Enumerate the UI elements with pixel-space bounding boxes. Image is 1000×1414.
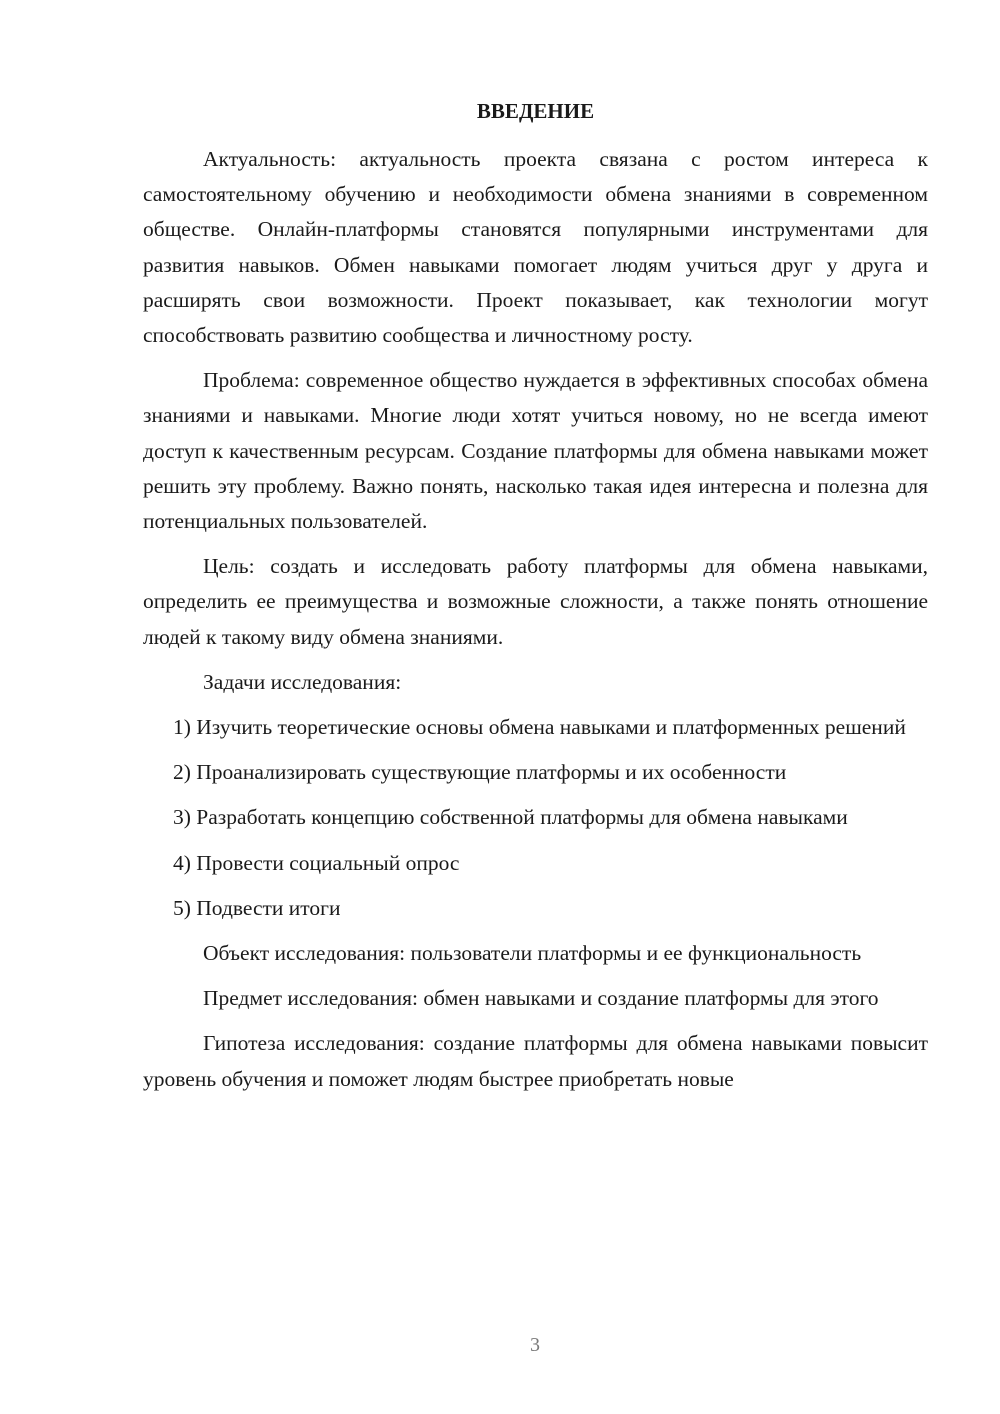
task-item-4: 4) Провести социальный опрос xyxy=(173,850,460,875)
paragraph-subject: Предмет исследования: обмен навыками и создание платформы для этого xyxy=(203,986,879,1011)
paragraph-relevance: Актуальность: актуальность проекта связана с ростом интереса к самостоятельному обучению и необходимости обмена знаниями в современном обществе. Онлайн-платформы становятся популярными инструментами для развития навыков. Обмен навыками помогает людям учиться друг у друга и расширять свои возможности. Проект показывает, как технологии могут способствовать развитию сообщества и личностному росту. xyxy=(143,147,928,348)
task-item-1: 1) Изучить теоретические основы обмена навыками и платформенных решений xyxy=(173,715,906,740)
paragraph-hypothesis: Гипотеза исследования: создание платформы для обмена навыками повысит уровень обучения и поможет людям быстрее приобретать новые xyxy=(143,1031,928,1091)
paragraph-goal: Цель: создать и исследовать работу платформы для обмена навыками, определить ее преимущества и возможные сложности, а также понять отношение людей к такому виду обмена знаниями. xyxy=(143,554,928,649)
section-heading: ВВЕДЕНИЕ xyxy=(476,99,595,123)
paragraph-tasks-heading: Задачи исследования: xyxy=(203,669,402,694)
paragraph-problem: Проблема: современное общество нуждается в эффективных способах обмена знаниями и навыками. Многие люди хотят учиться новому, но не всегда имеют доступ к качественным ресурсам. Создание платформы для обмена навыками может решить эту проблему. Важно понять, насколько такая идея интересна и полезна для потенциальных пользователей. xyxy=(143,368,928,534)
paragraph-object: Объект исследования: пользователи платформы и ее функциональность xyxy=(203,941,862,966)
task-item-2: 2) Проанализировать существующие платформы и их особенности xyxy=(173,760,787,785)
body-text xyxy=(143,142,928,1107)
page-number: 3 xyxy=(530,1334,540,1356)
task-item-5: 5) Подвести итоги xyxy=(173,895,341,920)
task-item-3: 3) Разработать концепцию собственной платформы для обмена навыками xyxy=(173,805,848,830)
